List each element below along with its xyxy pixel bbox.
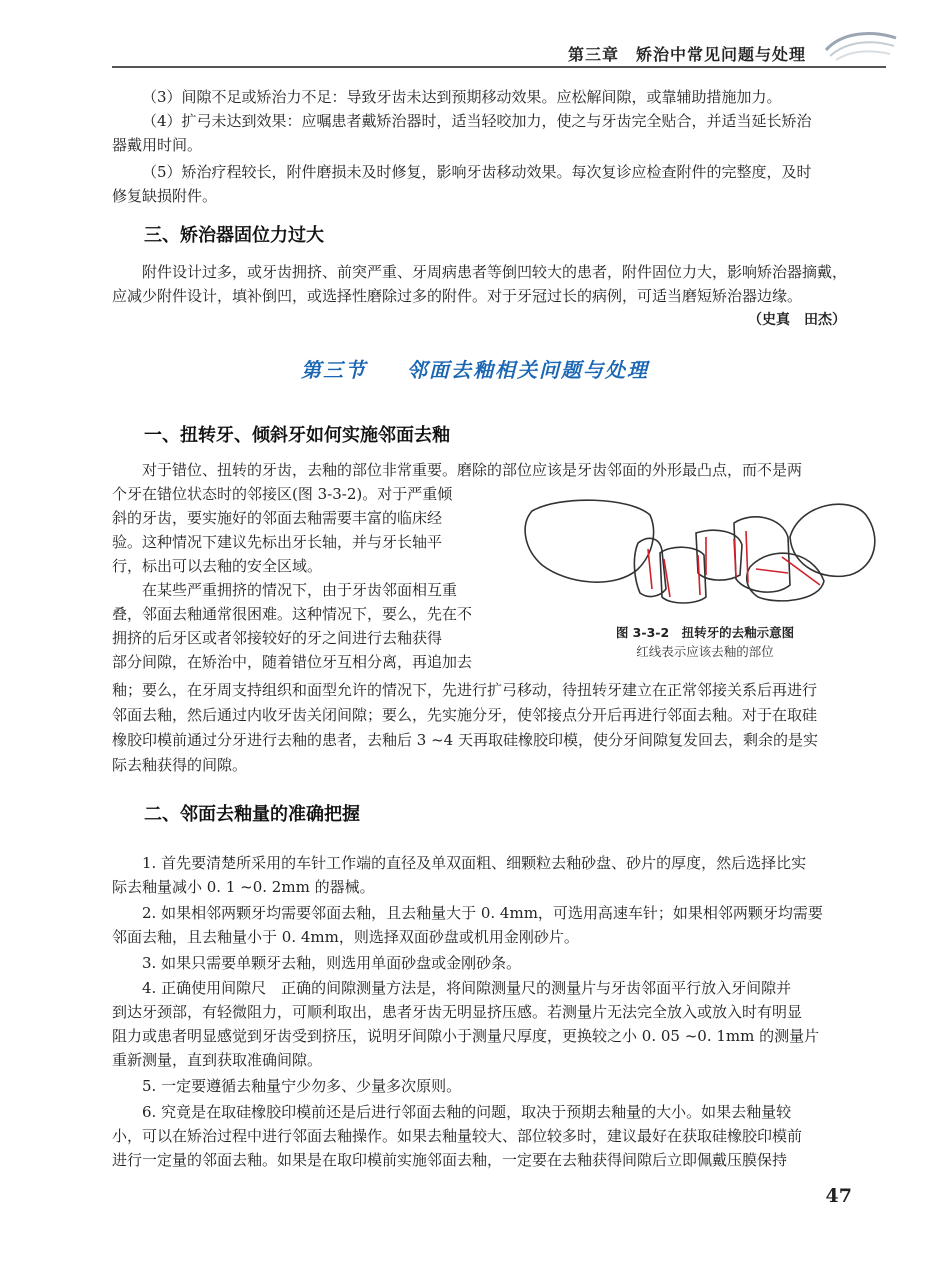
retention-para-line2: 应减少附件设计，填补倒凹，或选择性磨除过多的附件。对于牙冠过长的病例，可适当磨短矫治器边缘。 xyxy=(112,287,803,305)
item2-line2: 邻面去釉，且去釉量小于 0. 4mm，则选择双面砂盘或机用金刚砂片。 xyxy=(112,928,579,946)
p1-line4: 验。这种情况下建议先标出牙长轴，并与牙长轴平 xyxy=(112,533,443,551)
p1-line5: 行，标出可以去釉的安全区域。 xyxy=(112,557,323,575)
item5: 5. 一定要遵循去釉量宁少勿多、少量多次原则。 xyxy=(142,1077,462,1095)
figure-rotated-teeth-diagram xyxy=(520,493,890,613)
section-number: 第三节 xyxy=(301,358,367,382)
authors: （史真 田杰） xyxy=(748,312,846,328)
running-header xyxy=(112,38,840,64)
retention-para-line1: 附件设计过多，或牙齿拥挤、前突严重、牙周病患者等倒凹较大的患者，附件固位力大，影响矫治器摘戴， xyxy=(142,263,848,281)
p2-line5: 釉；要么，在牙周支持组织和面型允许的情况下，先进行扩弓移动，待扭转牙建立在正常邻接关系后再进行 xyxy=(112,681,818,699)
heading-retention-force: 三、矫治器固位力过大 xyxy=(144,225,324,246)
tooth-outline xyxy=(734,517,790,592)
section-name: 邻面去釉相关问题与处理 xyxy=(407,358,649,382)
stripping-line xyxy=(698,555,700,595)
item6-line2: 小，可以在矫治过程中进行邻面去釉操作。如果去釉量较大、部位较多时，建议最好在获取硅橡胶印模前 xyxy=(112,1127,803,1145)
cause-item-4-line1: （4）扩弓未达到效果：应嘱患者戴矫治器时，适当轻咬加力，使之与牙齿完全贴合，并适当延长矫治 xyxy=(142,112,812,130)
stripping-line xyxy=(756,569,788,573)
item4-line4: 重新测量，直到获取准确间隙。 xyxy=(112,1051,323,1069)
stripping-line xyxy=(648,549,652,589)
cause-item-5-line2: 修复缺损附件。 xyxy=(112,187,218,205)
cause-item-5-line1: （5）矫治疗程较长，附件磨损未及时修复，影响牙齿移动效果。每次复诊应检查附件的完整度，及时 xyxy=(142,163,812,181)
item4-line1: 4. 正确使用间隙尺 正确的间隙测量方法是，将间隙测量尺的测量片与牙齿邻面平行放入牙间隙并 xyxy=(142,979,792,997)
item2-line1: 2. 如果相邻两颗牙均需要邻面去釉，且去釉量大于 0. 4mm，可选用高速车针；如果相邻两颗牙均需要 xyxy=(142,904,823,922)
p2-line3: 拥挤的后牙区或者邻接较好的牙之间进行去釉获得 xyxy=(112,629,443,647)
figure-title: 图 3-3-2 扭转牙的去釉示意图 xyxy=(615,625,795,640)
item1-line1: 1. 首先要清楚所采用的车针工作端的直径及单双面粗、细颗粒去釉砂盘、砂片的厚度，然后选择比实 xyxy=(142,854,807,872)
section-title xyxy=(0,354,950,383)
p2-line2: 叠，邻面去釉通常很困难。这种情况下，要么，先在不 xyxy=(112,605,473,623)
p2-line7: 橡胶印模前通过分牙进行去釉的患者，去釉后 3 ~4 天再取硅橡胶印模，使分牙间隙复发回去，剩余的是实 xyxy=(112,731,818,749)
item6-line3: 进行一定量的邻面去釉。如果是在取印模前实施邻面去釉，一定要在去釉获得间隙后立即佩戴压膜保持 xyxy=(112,1151,788,1169)
item1-line2: 际去釉量减小 0. 1 ~0. 2mm 的器械。 xyxy=(112,878,375,896)
p1-line2: 个牙在错位状态时的邻接区(图 3-3-2)。对于严重倾 xyxy=(112,485,453,503)
figure-subtitle: 红线表示应该去釉的部位 xyxy=(636,644,774,659)
chapter-title: 第三章 矫治中常见问题与处理 xyxy=(567,45,806,64)
header-rule xyxy=(112,66,886,68)
cause-item-4-line2: 器戴用时间。 xyxy=(112,136,203,154)
page-number: 47 xyxy=(825,1185,852,1207)
item4-line2: 到达牙颈部，有轻微阻力，可顺利取出，患者牙齿无明显挤压感。若测量片无法完全放入或放入时有明显 xyxy=(112,1003,803,1021)
stripping-line xyxy=(734,539,736,577)
tooth-outline xyxy=(790,504,875,576)
p1-line3: 斜的牙齿，要实施好的邻面去釉需要丰富的临床经 xyxy=(112,509,443,527)
cause-item-3: （3）间隙不足或矫治力不足：导致牙齿未达到预期移动效果。应松解间隙，或靠辅助措施加力。 xyxy=(142,88,782,106)
p2-line8: 际去釉获得的间隙。 xyxy=(112,756,248,774)
p1-line1: 对于错位、扭转的牙齿，去釉的部位非常重要。磨除的部位应该是牙齿邻面的外形最凸点，而不是两 xyxy=(142,461,803,479)
item3: 3. 如果只需要单颗牙去釉，则选用单面砂盘或金刚砂条。 xyxy=(142,954,522,972)
p2-line4: 部分间隙，在矫治中，随着错位牙互相分离，再追加去 xyxy=(112,653,473,671)
p2-line1: 在某些严重拥挤的情况下，由于牙齿邻面相互重 xyxy=(142,581,458,599)
heading-stripping-amount: 二、邻面去釉量的准确把握 xyxy=(144,804,360,825)
p2-line6: 邻面去釉，然后通过内收牙齿关闭间隙；要么，先实施分牙，使邻接点分开后再进行邻面去釉。对于在取硅 xyxy=(112,706,818,724)
swoosh-icon xyxy=(822,26,900,66)
heading-rotated-teeth: 一、扭转牙、倾斜牙如何实施邻面去釉 xyxy=(144,425,450,446)
item4-line3: 阻力或患者明显感觉到牙齿受到挤压，说明牙间隙小于测量尺厚度，更换较之小 0. 05 ~0. 1mm 的测量片 xyxy=(112,1027,820,1045)
item6-line1: 6. 究竟是在取硅橡胶印模前还是后进行邻面去釉的问题，取决于预期去釉量的大小。如果去釉量较 xyxy=(142,1103,792,1121)
